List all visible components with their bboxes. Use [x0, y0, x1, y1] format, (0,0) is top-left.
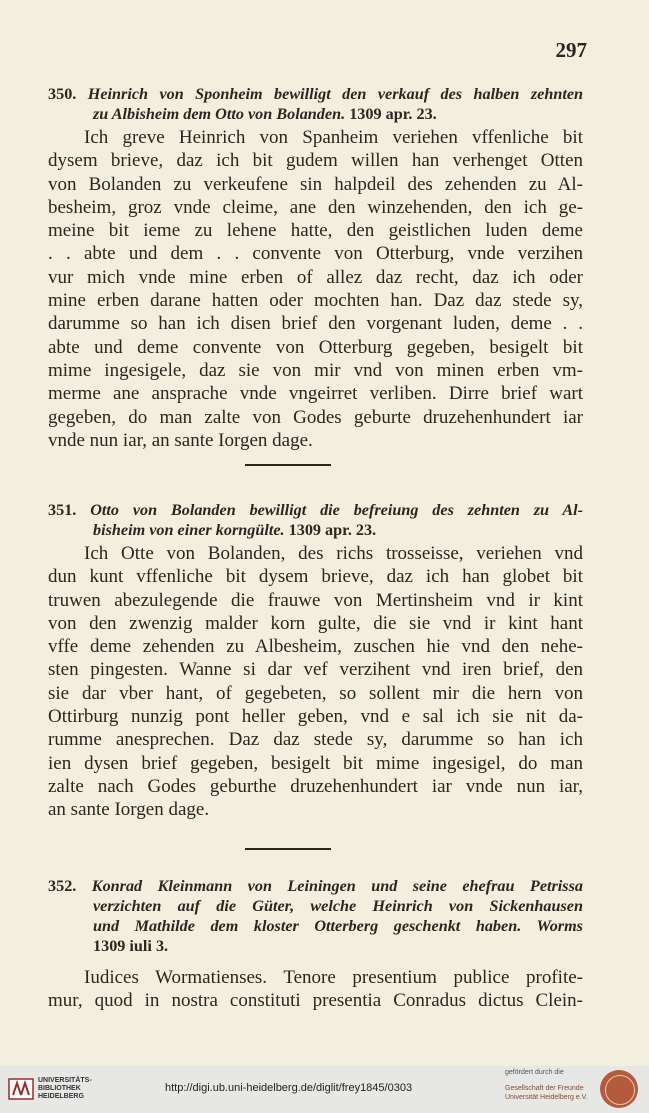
ub-heidelberg-logo-icon[interactable] — [8, 1076, 34, 1102]
page-number: 297 — [555, 38, 587, 62]
entry-number: 350. — [48, 85, 77, 103]
entry-351 — [48, 500, 583, 822]
entry-body: Ich greve Heinrich von Spanheim veriehen vffenliche bit dysem brieve, daz ich bit gudem willen han verhenget Otten von Bolanden zu verkeufene sin halpdeil des zehenden zu Al- besheim, groz vnde cleime, ane den winzehenden, den ich ge- meine bit ieme zu lehene hatte, den geistlichen luden deme . . abte und dem . . convente von Otterburg, vnde verzihen vur mich vnde mine erben of allez daz recht, daz ich oder mine erben darane hatten oder mochten han. Daz daz stede sy, darumme so han ich disen brief den vorgenant luden, deme . . abte und deme convente von Otterburg gegeben, besigelt bit mime ingesigele, daz sie von mir vnd von minen erben vm- merme ane ansprache vnde vngeirret verliben. Dirre brief wart gegeben, do man zalte von Godes geburte druzehenhundert iar vnde nun iar, an sante Iorgen dage. — [48, 127, 583, 451]
entry-heading: 350. Heinrich von Sponheim bewilligt den verkauf des halben zehnten zu Albisheim dem Otto von Bolanden. 1309 apr. 23. — [48, 85, 583, 123]
section-divider — [245, 848, 331, 850]
entry-date: 1309 apr. 23. — [349, 105, 437, 123]
funder-name[interactable]: Gesellschaft der Freunde Universität Heidelberg e.V. — [505, 1085, 588, 1101]
funded-by-label: gefördert durch die — [505, 1069, 564, 1076]
entry-number: 351. — [48, 501, 77, 519]
entry-date: 1309 iuli 3. — [93, 937, 169, 955]
library-name: UNIVERSITÄTS- BIBLIOTHEK HEIDELBERG — [38, 1077, 92, 1100]
section-divider — [245, 464, 331, 466]
entry-350 — [48, 84, 583, 452]
viewer-footer — [0, 1066, 649, 1113]
entry-date: 1309 apr. 23. — [288, 521, 377, 539]
entry-heading: 352. Konrad Kleinmann von Leiningen und seine ehefrau Petrissa verzichten auf die Güter, welche Heinrich von Sickenhausen und Mathilde dem kloster Otterberg geschenkt haben. Worms 1309 iuli 3. — [48, 877, 583, 955]
university-seal-icon — [600, 1070, 638, 1108]
entry-number: 352. — [48, 877, 77, 895]
entry-body: Ich Otte von Bolanden, des richs trosseisse, veriehen vnd dun kunt vffenliche bit dysem brieve, daz ich han globet bit truwen abezulegende die frauwe von Mertinsheim vnd ir kint von den zwenzig malder korn gulte, die sie vnd ir kint hant vffe deme zehenden zu Albesheim, zuschen hie vnd den nehe- sten pingesten. Wanne si dar vef verzihent vnd iren brief, den sie dar vber hant, of gegebeten, so sollent mir die hern von Ottirburg nunzig pont heller geben, vnd e sal ich sie nit da- rumme anesprechen. Daz daz stede sy, darumme so han ich ien dysen brief gegeben, besigelt bit mime ingesigel, do man zalte nach Godes geburthe druzehenhundert iar vnde nun iar, an sante Iorgen dage. — [48, 543, 583, 821]
entry-body: Iudices Wormatienses. Tenore presentium publice profite- mur, quod in nostra constituti presentia Conradus dictus Clein- — [48, 967, 583, 1012]
entry-352 — [48, 876, 583, 1013]
permalink-url[interactable]: http://digi.ub.uni-heidelberg.de/diglit/frey1845/0303 — [165, 1082, 413, 1094]
entry-heading: 351. Otto von Bolanden bewilligt die befreiung des zehnten zu Al- bisheim von einer korngülte. 1309 apr. 23. — [48, 501, 583, 539]
